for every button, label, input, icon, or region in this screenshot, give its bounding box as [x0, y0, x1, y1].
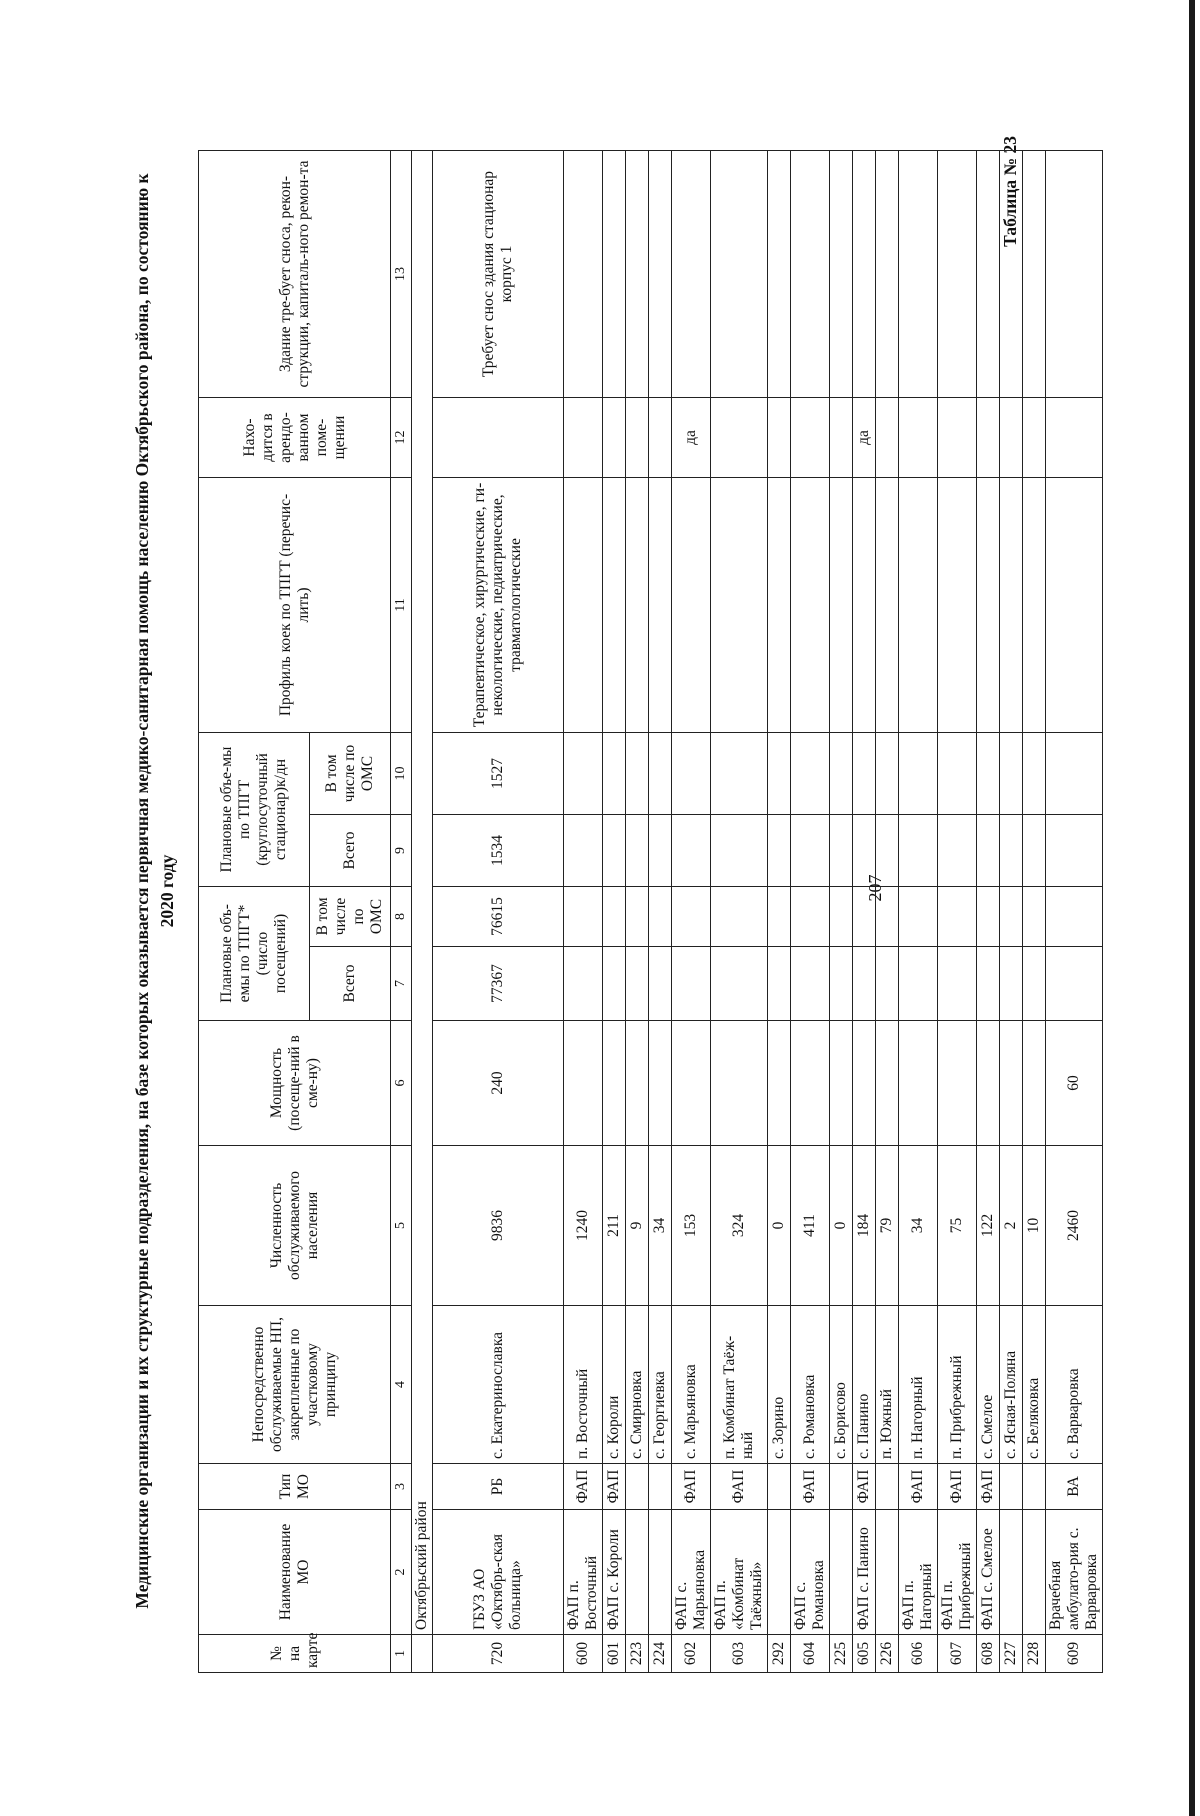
hosp-total-cell [938, 815, 977, 887]
demolition-cell [899, 151, 938, 398]
demolition-cell [977, 151, 1000, 398]
population-cell: 0 [768, 1146, 791, 1306]
demolition-cell: Требует снос здания стационар корпус 1 [433, 151, 564, 398]
visits-oms-cell [626, 887, 649, 947]
rented-cell [938, 398, 977, 478]
demolition-cell [649, 151, 672, 398]
hosp-total-cell [603, 815, 626, 887]
capacity-cell [768, 1021, 791, 1146]
column-number: 3 [391, 1464, 412, 1510]
demolition-cell [853, 151, 876, 398]
table-row [672, 151, 711, 1673]
served-np-cell: с. Смирновка [626, 1306, 649, 1464]
visits-total-cell [876, 947, 899, 1021]
population-cell: 34 [899, 1146, 938, 1306]
bed-profile-cell [711, 478, 768, 733]
demolition-cell [564, 151, 603, 398]
served-np-cell: с. Варваровка [1046, 1306, 1103, 1464]
demolition-cell [1023, 151, 1046, 398]
bed-profile-cell [1000, 478, 1023, 733]
header-mo-type: Тип МО [199, 1464, 391, 1510]
rented-cell [626, 398, 649, 478]
population-cell: 153 [672, 1146, 711, 1306]
mo-type-cell: ФАП [603, 1464, 626, 1510]
capacity-cell [626, 1021, 649, 1146]
hosp-oms-cell [649, 733, 672, 815]
mo-name-cell: ГБУЗ АО «Октябрь-ская больница» [433, 1510, 564, 1635]
visits-oms-cell [791, 887, 830, 947]
mo-name-cell: ФАП с. Смелое [977, 1510, 1000, 1635]
table-row [564, 151, 603, 1673]
facility-rows [564, 151, 1103, 1673]
rented-cell [649, 398, 672, 478]
hosp-oms-cell [711, 733, 768, 815]
demolition-cell [672, 151, 711, 398]
header-population: Численность обслуживаемого населения [199, 1146, 391, 1306]
capacity-cell: 60 [1046, 1021, 1103, 1146]
served-np-cell: с. Георгиевка [649, 1306, 672, 1464]
hosp-total-cell [853, 815, 876, 887]
bottom-rule [1189, 0, 1195, 1816]
header-visits-oms: В том числе по ОМС [310, 887, 391, 947]
visits-oms-cell [853, 887, 876, 947]
hosp-oms-cell [977, 733, 1000, 815]
column-number: 11 [391, 478, 412, 733]
column-number: 10 [391, 733, 412, 815]
capacity-cell [876, 1021, 899, 1146]
hosp-total-cell [564, 815, 603, 887]
mo-type-cell: ФАП [899, 1464, 938, 1510]
map-no-cell: 227 [1000, 1635, 1023, 1673]
column-number: 1 [391, 1635, 412, 1673]
mo-name-cell [626, 1510, 649, 1635]
visits-oms-cell [711, 887, 768, 947]
hosp-oms-cell [626, 733, 649, 815]
column-number: 8 [391, 887, 412, 947]
hosp-total-cell: 1534 [433, 815, 564, 887]
rented-cell [899, 398, 938, 478]
hosp-total-cell [899, 815, 938, 887]
rented-cell [603, 398, 626, 478]
population-cell: 2 [1000, 1146, 1023, 1306]
served-np-cell: с. Зорино [768, 1306, 791, 1464]
header-visits-plan: Плановые объ-емы по ТПГТ*(число посещений) [199, 887, 310, 1021]
demolition-cell [938, 151, 977, 398]
bed-profile-cell [768, 478, 791, 733]
facilities-table [198, 150, 1103, 1673]
hosp-total-cell [649, 815, 672, 887]
header-bed-profile: Профиль коек по ТПГТ (перечис-лить) [199, 478, 391, 733]
visits-total-cell [977, 947, 1000, 1021]
map-no-cell: 609 [1046, 1635, 1103, 1673]
mo-name-cell: Врачебная амбулато-рия с. Варваровка [1046, 1510, 1103, 1635]
bed-profile-cell [649, 478, 672, 733]
demolition-cell [791, 151, 830, 398]
population-cell: 411 [791, 1146, 830, 1306]
map-no-cell: 608 [977, 1635, 1000, 1673]
bed-profile-cell [1046, 478, 1103, 733]
hosp-oms-cell [1023, 733, 1046, 815]
column-number: 7 [391, 947, 412, 1021]
rented-cell [1023, 398, 1046, 478]
header-demolition: Здание тре-бует сноса, рекон-струкции, капиталь-ного ремон-та [199, 151, 391, 398]
mo-type-cell [768, 1464, 791, 1510]
hosp-oms-cell [672, 733, 711, 815]
population-cell: 79 [876, 1146, 899, 1306]
visits-oms-cell [876, 887, 899, 947]
mo-type-cell: ФАП [853, 1464, 876, 1510]
header-hosp-oms: В том числе по ОМС [310, 733, 391, 815]
visits-total-cell [603, 947, 626, 1021]
hosp-total-cell [1023, 815, 1046, 887]
served-np-cell: п. Комбинат Таёж-ный [711, 1306, 768, 1464]
visits-oms-cell [1000, 887, 1023, 947]
hosp-total-cell [1000, 815, 1023, 887]
visits-total-cell: 77367 [433, 947, 564, 1021]
visits-total-cell [649, 947, 672, 1021]
main-hospital-row [433, 151, 564, 1673]
column-number: 12 [391, 398, 412, 478]
table-row [938, 151, 977, 1673]
table-label: Таблица № 23 [1000, 136, 1020, 247]
district-empty-cell [412, 1635, 433, 1673]
hosp-total-cell [830, 815, 853, 887]
rented-cell [977, 398, 1000, 478]
table-row [626, 151, 649, 1673]
hosp-oms-cell [876, 733, 899, 815]
population-cell: 0 [830, 1146, 853, 1306]
district-row [412, 151, 433, 1673]
bed-profile-cell [564, 478, 603, 733]
mo-type-cell [649, 1464, 672, 1510]
bed-profile-cell [672, 478, 711, 733]
population-cell: 75 [938, 1146, 977, 1306]
mo-type-cell [830, 1464, 853, 1510]
district-name: Октябрьский район [412, 151, 433, 1635]
capacity-cell [711, 1021, 768, 1146]
map-no-cell: 602 [672, 1635, 711, 1673]
rented-cell [564, 398, 603, 478]
capacity-cell [853, 1021, 876, 1146]
visits-oms-cell [649, 887, 672, 947]
mo-name-cell [768, 1510, 791, 1635]
hosp-total-cell [977, 815, 1000, 887]
map-no-cell: 225 [830, 1635, 853, 1673]
visits-oms-cell [1023, 887, 1046, 947]
mo-type-cell: ФАП [711, 1464, 768, 1510]
hosp-oms-cell [564, 733, 603, 815]
served-np-cell: с. Смелое [977, 1306, 1000, 1464]
capacity-cell [672, 1021, 711, 1146]
bed-profile-cell [977, 478, 1000, 733]
table-row [603, 151, 626, 1673]
map-no-cell: 292 [768, 1635, 791, 1673]
map-no-cell: 604 [791, 1635, 830, 1673]
visits-oms-cell [603, 887, 626, 947]
visits-total-cell [1046, 947, 1103, 1021]
bed-profile-cell: Терапевтическое, хирургические, ги-некологические, педиатрические, травматологические [433, 478, 564, 733]
rented-cell [1046, 398, 1103, 478]
header-visits-total: Всего [310, 947, 391, 1021]
mo-name-cell: ФАП с. Панино [853, 1510, 876, 1635]
mo-name-cell [876, 1510, 899, 1635]
visits-total-cell [1000, 947, 1023, 1021]
hosp-oms-cell [791, 733, 830, 815]
bed-profile-cell [830, 478, 853, 733]
visits-total-cell [768, 947, 791, 1021]
visits-total-cell [1023, 947, 1046, 1021]
population-cell: 2460 [1046, 1146, 1103, 1306]
served-np-cell: с. Панино [853, 1306, 876, 1464]
table-row [1000, 151, 1023, 1673]
mo-type-cell: ВА [1046, 1464, 1103, 1510]
served-np-cell: п. Прибрежный [938, 1306, 977, 1464]
served-np-cell: с. Борисово [830, 1306, 853, 1464]
bed-profile-cell [791, 478, 830, 733]
visits-oms-cell [564, 887, 603, 947]
served-np-cell: с. Марьяновка [672, 1306, 711, 1464]
table-row [1023, 151, 1046, 1673]
mo-type-cell: РБ [433, 1464, 564, 1510]
mo-type-cell [626, 1464, 649, 1510]
visits-oms-cell [1046, 887, 1103, 947]
table-row [977, 151, 1000, 1673]
header-hosp-total: Всего [310, 815, 391, 887]
mo-name-cell: ФАП с. Марьяновка [672, 1510, 711, 1635]
bed-profile-cell [853, 478, 876, 733]
table-row [876, 151, 899, 1673]
hosp-total-cell [791, 815, 830, 887]
document-title: Медицинские организации и их структурные подразделения, на базе которых оказывается первичная медико-санитарная помощь населению Октябрьского района, по состоянию к 2020 году [132, 173, 177, 1609]
table-row [791, 151, 830, 1673]
hosp-oms-cell [768, 733, 791, 815]
served-np-cell: с. Короли [603, 1306, 626, 1464]
population-cell: 324 [711, 1146, 768, 1306]
map-no-cell: 223 [626, 1635, 649, 1673]
hosp-total-cell [768, 815, 791, 887]
capacity-cell [564, 1021, 603, 1146]
bed-profile-cell [626, 478, 649, 733]
map-no-cell: 606 [899, 1635, 938, 1673]
mo-name-cell [649, 1510, 672, 1635]
map-no-cell: 603 [711, 1635, 768, 1673]
visits-oms-cell [768, 887, 791, 947]
hosp-total-cell [876, 815, 899, 887]
bed-profile-cell [938, 478, 977, 733]
bed-profile-cell [876, 478, 899, 733]
population-cell: 9836 [433, 1146, 564, 1306]
mo-name-cell [1023, 1510, 1046, 1635]
capacity-cell [830, 1021, 853, 1146]
mo-type-cell: ФАП [938, 1464, 977, 1510]
header-served-np: Непосредственно обслуживаемые НП, закрепленные по участковому принципу [199, 1306, 391, 1464]
map-no-cell: 600 [564, 1635, 603, 1673]
visits-total-cell [626, 947, 649, 1021]
served-np-cell: с. Екатеринославка [433, 1306, 564, 1464]
header-row [199, 151, 310, 1673]
rented-cell [768, 398, 791, 478]
hosp-oms-cell [603, 733, 626, 815]
demolition-cell [876, 151, 899, 398]
capacity-cell [649, 1021, 672, 1146]
population-cell: 211 [603, 1146, 626, 1306]
capacity-cell: 240 [433, 1021, 564, 1146]
rented-cell [1000, 398, 1023, 478]
rented-cell [711, 398, 768, 478]
column-number: 5 [391, 1146, 412, 1306]
header-mo-name: Наименование МО [199, 1510, 391, 1635]
demolition-cell [1000, 151, 1023, 398]
column-number: 2 [391, 1510, 412, 1635]
map-no-cell: 226 [876, 1635, 899, 1673]
demolition-cell [711, 151, 768, 398]
bed-profile-cell [603, 478, 626, 733]
hosp-oms-cell [938, 733, 977, 815]
population-cell: 9 [626, 1146, 649, 1306]
mo-name-cell: ФАП с. Короли [603, 1510, 626, 1635]
hosp-total-cell [626, 815, 649, 887]
mo-type-cell [1000, 1464, 1023, 1510]
capacity-cell [899, 1021, 938, 1146]
demolition-cell [603, 151, 626, 398]
hosp-oms-cell [1046, 733, 1103, 815]
visits-total-cell [564, 947, 603, 1021]
rented-cell [830, 398, 853, 478]
table-row [649, 151, 672, 1673]
capacity-cell [791, 1021, 830, 1146]
map-no-cell: 720 [433, 1635, 564, 1673]
hosp-total-cell [711, 815, 768, 887]
hosp-total-cell [1046, 815, 1103, 887]
table-row [768, 151, 791, 1673]
served-np-cell: п. Восточный [564, 1306, 603, 1464]
mo-type-cell [876, 1464, 899, 1510]
served-np-cell: п. Южный [876, 1306, 899, 1464]
table-row [1046, 151, 1103, 1673]
header-rented: Нахо-дится в арендо-ванном поме-щении [199, 398, 391, 478]
mo-name-cell: ФАП п. Прибрежный [938, 1510, 977, 1635]
visits-oms-cell [672, 887, 711, 947]
demolition-cell [1046, 151, 1103, 398]
column-number: 13 [391, 151, 412, 398]
demolition-cell [830, 151, 853, 398]
visits-oms-cell [899, 887, 938, 947]
hosp-oms-cell [899, 733, 938, 815]
rented-cell [791, 398, 830, 478]
column-number: 4 [391, 1306, 412, 1464]
hosp-oms-cell [1000, 733, 1023, 815]
visits-total-cell [672, 947, 711, 1021]
rented-cell: да [672, 398, 711, 478]
visits-total-cell [899, 947, 938, 1021]
table-row [853, 151, 876, 1673]
map-no-cell: 601 [603, 1635, 626, 1673]
visits-total-cell [711, 947, 768, 1021]
hosp-oms-cell [830, 733, 853, 815]
map-no-cell: 607 [938, 1635, 977, 1673]
capacity-cell [603, 1021, 626, 1146]
hosp-total-cell [672, 815, 711, 887]
hosp-oms-cell [853, 733, 876, 815]
column-number: 9 [391, 815, 412, 887]
mo-type-cell: ФАП [977, 1464, 1000, 1510]
visits-oms-cell [977, 887, 1000, 947]
capacity-cell [1000, 1021, 1023, 1146]
visits-oms-cell: 76615 [433, 887, 564, 947]
bed-profile-cell [1023, 478, 1046, 733]
table-row [711, 151, 768, 1673]
column-number: 6 [391, 1021, 412, 1146]
capacity-cell [977, 1021, 1000, 1146]
mo-type-cell [1023, 1464, 1046, 1510]
population-cell: 34 [649, 1146, 672, 1306]
mo-type-cell: ФАП [791, 1464, 830, 1510]
map-no-cell: 605 [853, 1635, 876, 1673]
population-cell: 122 [977, 1146, 1000, 1306]
header-capacity: Мощность (посеще-ний в сме-ну) [199, 1021, 391, 1146]
map-no-cell: 228 [1023, 1635, 1046, 1673]
mo-name-cell: ФАП п. Нагорный [899, 1510, 938, 1635]
population-cell: 184 [853, 1146, 876, 1306]
served-np-cell: п. Нагорный [899, 1306, 938, 1464]
mo-type-cell: ФАП [564, 1464, 603, 1510]
demolition-cell [768, 151, 791, 398]
mo-name-cell: ФАП с. Романовка [791, 1510, 830, 1635]
table-row [830, 151, 853, 1673]
rented-cell [876, 398, 899, 478]
rented-cell [433, 398, 564, 478]
mo-name-cell [830, 1510, 853, 1635]
column-number-row [391, 151, 412, 1673]
population-cell: 10 [1023, 1146, 1046, 1306]
table-row [899, 151, 938, 1673]
served-np-cell: с. Беляковка [1023, 1306, 1046, 1464]
mo-name-cell: ФАП п. «Комбинат Таёжный» [711, 1510, 768, 1635]
header-hospital-plan: Плановые объе-мы по ТПГТ (круглосуточный стационар)к/дн [199, 733, 310, 887]
visits-oms-cell [938, 887, 977, 947]
population-cell: 1240 [564, 1146, 603, 1306]
mo-name-cell [1000, 1510, 1023, 1635]
visits-total-cell [853, 947, 876, 1021]
served-np-cell: с. Ясная-Поляна [1000, 1306, 1023, 1464]
capacity-cell [1023, 1021, 1046, 1146]
map-no-cell: 224 [649, 1635, 672, 1673]
mo-name-cell: ФАП п. Восточный [564, 1510, 603, 1635]
served-np-cell: с. Романовка [791, 1306, 830, 1464]
hosp-oms-cell: 1527 [433, 733, 564, 815]
capacity-cell [938, 1021, 977, 1146]
demolition-cell [626, 151, 649, 398]
visits-total-cell [791, 947, 830, 1021]
page-number: 207 [865, 874, 885, 902]
mo-type-cell: ФАП [672, 1464, 711, 1510]
rented-cell: да [853, 398, 876, 478]
visits-total-cell [938, 947, 977, 1021]
visits-oms-cell [830, 887, 853, 947]
bed-profile-cell [899, 478, 938, 733]
header-map-no: № на карте [199, 1635, 391, 1673]
visits-total-cell [830, 947, 853, 1021]
